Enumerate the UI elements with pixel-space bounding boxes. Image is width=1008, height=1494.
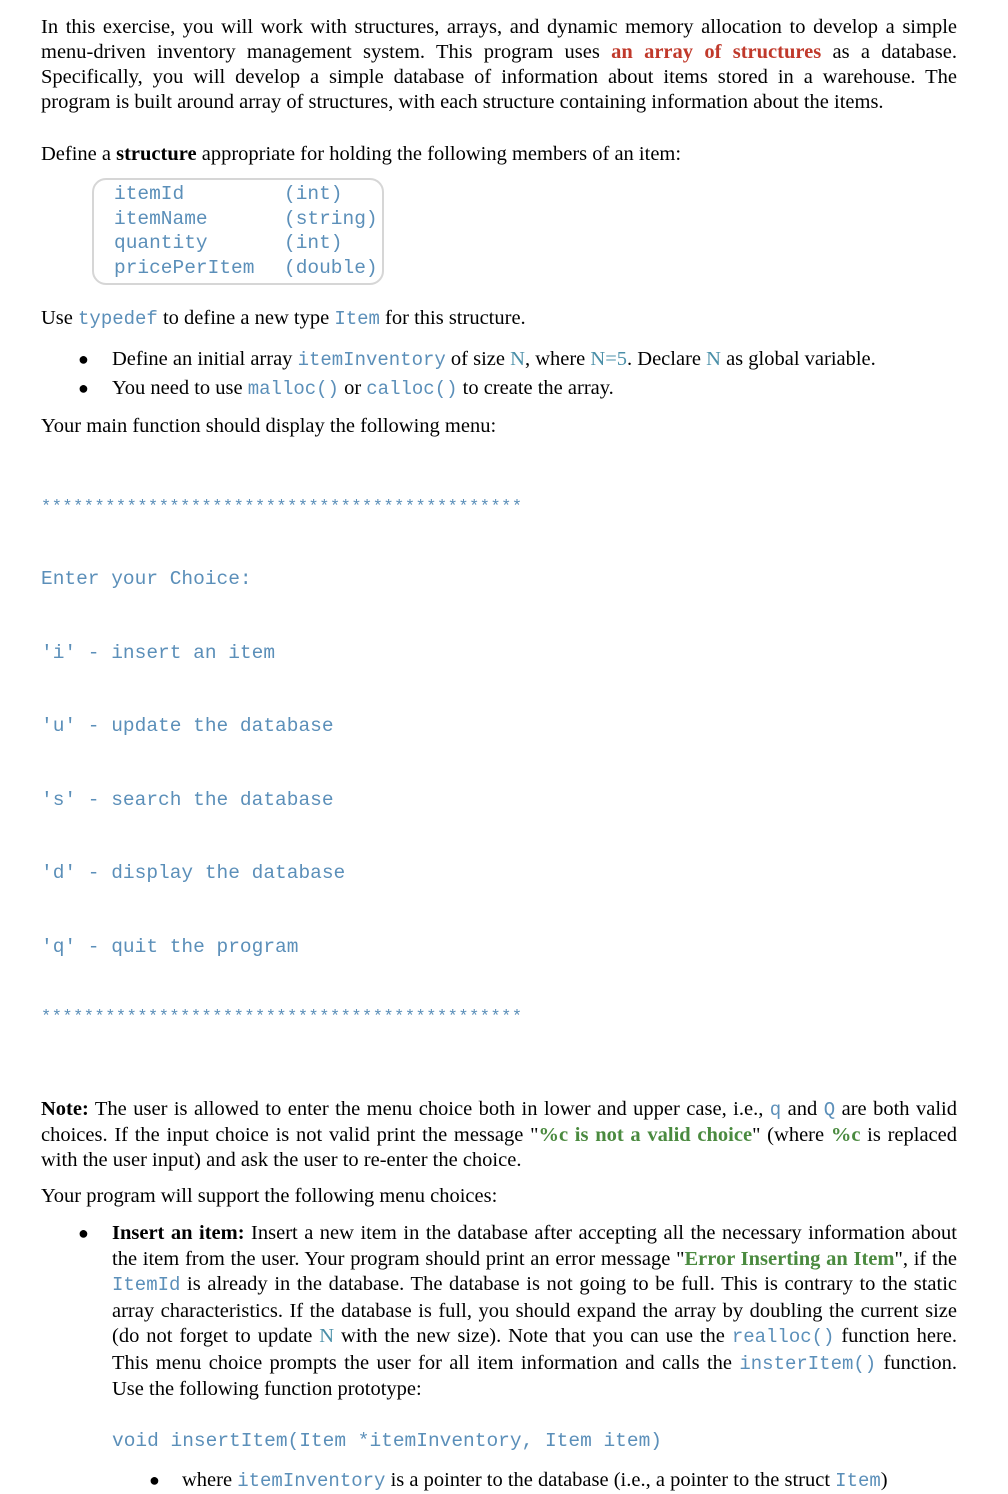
menu-item: 's' - search the database xyxy=(41,788,334,811)
struct-members-box xyxy=(92,178,384,285)
list-item: ● You need to use malloc() or calloc() to create the array. xyxy=(41,374,957,403)
intro-paragraph: In this exercise, you will work with structures, arrays, and dynamic memory allocation to develop a simple menu-driven inventory management system. This program uses an array of structures as a database. Specifically, you will develop a simple database of information about items stored in a warehouse. The program is built around array of structures, with each structure containing information about the items. xyxy=(41,16,957,113)
list-item: ● where itemInventory is a pointer to the database (i.e., a pointer to the struct Item) xyxy=(149,1468,888,1492)
document-page xyxy=(41,15,957,1494)
menu-intro: Your main function should display the following menu: xyxy=(41,415,497,437)
error-inserting-message: Error Inserting an Item xyxy=(684,1247,895,1270)
menu-stars-top: ********************************************* xyxy=(41,498,523,517)
list-item: ● Insert an item: Insert a new item in the database after accepting all the necessary information about the item from the user. Your program should print an error message "Error Inserting an Item", if the ItemId is already in the database. The database is not going to be full. This is contrary to the static array characteristics. If the database is full, you should expand the array by doubling the current size (do not forget to update N with the new size). Note that you can use the realloc() function here. This menu choice prompts the user for all item information and calls the insterItem() function. Use the following function prototype: xyxy=(78,1222,958,1400)
menu-item: 'i' - insert an item xyxy=(41,641,276,664)
bullet-icon: ● xyxy=(78,378,89,398)
array-bullets xyxy=(41,345,957,403)
menu-item: 'd' - display the database xyxy=(41,862,346,884)
define-structure-line: Define a structure appropriate for holding the following members of an item: xyxy=(41,143,682,165)
struct-member-row: pricePerItem (double) xyxy=(114,256,378,279)
list-item: ● Define an initial array itemInventory of size N, where N=5. Declare N as global variable. xyxy=(41,345,957,374)
support-line: Your program will support the following menu choices: xyxy=(41,1185,498,1207)
struct-member-row: itemId (int) xyxy=(114,183,343,205)
menu-item: 'q' - quit the program xyxy=(41,935,299,958)
menu-stars-bottom: ********************************************* xyxy=(41,1008,523,1027)
bullet-icon: ● xyxy=(78,1223,89,1243)
invalid-choice-message: %c is not a valid choice xyxy=(538,1124,753,1146)
function-prototype: void insertItem(Item *itemInventory, Item item) xyxy=(112,1429,662,1452)
note-paragraph: Note: The user is allowed to enter the menu choice both in lower and upper case, i.e., q and Q are both valid choices. If the input choice is not valid print the message "%c is not a valid choice" (where %c is replaced with the user input) and ask the user to re-enter the choice. xyxy=(41,1098,957,1171)
menu-listing xyxy=(41,449,957,1077)
struct-member-row: itemName (string) xyxy=(114,207,378,230)
prototype-bullets xyxy=(41,1468,957,1494)
menu-header: Enter your Choice: xyxy=(41,568,252,590)
typedef-line: Use typedef to define a new type Item for this structure. xyxy=(41,307,526,330)
struct-member-row: quantity (int) xyxy=(114,232,343,254)
array-of-structures-highlight: an array of structures xyxy=(611,41,822,63)
bullet-icon: ● xyxy=(78,349,89,369)
bullet-icon: ● xyxy=(149,1469,160,1490)
menu-item: 'u' - update the database xyxy=(41,715,334,737)
menu-choice-bullets xyxy=(41,1221,957,1403)
